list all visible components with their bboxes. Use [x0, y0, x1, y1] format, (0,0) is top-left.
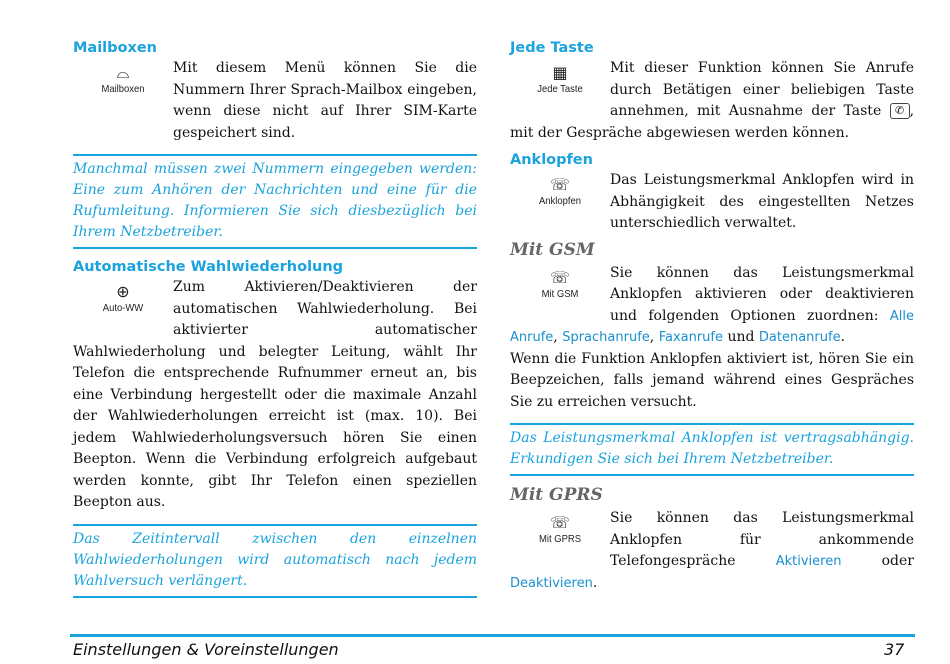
mailbox-icon-label: Mailboxen [101, 83, 145, 95]
autoredial-icon-label: Auto-WW [102, 302, 144, 314]
gsm-sep-1: , [553, 329, 563, 345]
gsm-icon: ☏ [549, 267, 570, 287]
gprs-end: . [592, 574, 598, 591]
gsm-sep-2: , [649, 329, 659, 345]
callwaiting-heading: Anklopfen [510, 152, 593, 168]
gsm-note: Das Leistungsmerkmal Anklopfen ist vertragsabhängig. Erkundigen Sie sich bei Ihrem Netzbetreiber. [510, 423, 914, 476]
autoredial-note: Das Zeitintervall zwischen den einzelnen Wahlwiederholungen wird automatisch nach jedem Wahlversuch verlängert. [73, 524, 477, 598]
option-fax-calls: Faxanrufe [658, 330, 723, 345]
gsm-heading: Mit GSM [510, 239, 595, 260]
anykey-heading: Jede Taste [510, 40, 594, 56]
gprs-icon-label: Mit GPRS [538, 533, 581, 545]
option-deactivate: Deaktivieren [510, 575, 593, 591]
gsm-end: . [840, 329, 846, 345]
call-waiting-icon: ☏ [549, 175, 570, 194]
gsm-icon-box [510, 269, 610, 327]
gprs-icon: ☏ [549, 513, 570, 532]
autoredial-icon-box [73, 283, 173, 341]
footer-rule [70, 634, 915, 637]
option-data-calls: Datenanrufe [758, 330, 841, 345]
option-voice-calls: Sprachanrufe [562, 330, 650, 345]
option-activate: Aktivieren [775, 554, 842, 569]
mailbox-text: Mit diesem Menü können Sie die Nummern Ihrer Sprach-Mailbox eingeben, wenn diese nicht auf Ihrer SIM-Karte gespeichert sind. [173, 60, 477, 141]
mailbox-note: Manchmal müssen zwei Nummern eingegeben werden: Eine zum Anhören der Nachrichten und eine für die Rufumleitung. Informieren Sie sich diesbezüglich bei Ihrem Netzbetreiber. [73, 154, 477, 249]
anykey-text-before: Mit dieser Funktion können Sie Anrufe durch Betätigen einer beliebigen Taste annehmen, mit Ausnahme der Taste [610, 60, 914, 119]
left-column [73, 38, 477, 606]
anykey-icon-box [510, 64, 610, 104]
callwaiting-text: Das Leistungsmerkmal Anklopfen wird in Abhängigkeit des eingestellten Netzes unterschiedlich verwaltet. [610, 172, 914, 231]
autoredial-text: Zum Aktivieren/Deaktivieren der automatischen Wahlwiederholung. Bei aktivierter automatischer Wahlwiederholung und belegter Leitung, wählt Ihr Telefon die entsprechende Rufnummer erneut an, bis eine Verbindung hergestellt oder die maximale Anzahl der Wahlwiederholungen erreicht ist (max. 10). Bei jedem Wahlwiederholungsversuch hören Sie einen Beepton. Wenn die Verbindung erfolgreich aufgebaut werden konnte, gibt Ihr Telefon einen speziellen Beepton aus. [73, 279, 477, 510]
anykey-text-after: , mit der Gespräche abgewiesen werden können. [510, 103, 915, 141]
autoredial-heading: Automatische Wahlwiederholung [73, 259, 344, 275]
footer-title: Einstellungen & Voreinstellungen [73, 640, 339, 659]
gsm-text-2: Wenn die Funktion Anklopfen aktiviert ist, hören Sie ein Beepzeichen, falls jemand während eines Gespräches Sie zu erreichen versucht. [510, 350, 914, 410]
gsm-icon-label: Mit GSM [541, 287, 579, 300]
option-all-calls: Alle Anrufe [510, 308, 915, 345]
callwaiting-icon-label: Anklopfen [538, 195, 582, 207]
auto-redial-icon: ⊕ [116, 282, 130, 301]
anykey-icon-label: Jede Taste [537, 83, 583, 95]
gprs-heading: Mit GPRS [510, 485, 603, 505]
mailbox-heading: Mailboxen [73, 40, 158, 56]
callwaiting-icon-box [510, 176, 610, 234]
keypad-icon: ▦ [552, 63, 568, 82]
gsm-sep-3: und [723, 329, 759, 345]
gprs-icon-box [510, 514, 610, 572]
page-number: 37 [884, 640, 905, 659]
gprs-sep: oder [841, 553, 914, 569]
gsm-text-before: Sie können das Leistungsmerkmal Anklopfen aktivieren oder deaktivieren und folgenden Optionen zuordnen: [610, 264, 914, 324]
mailbox-icon-box [73, 64, 173, 124]
hangup-key-icon: ✆ [890, 103, 910, 119]
right-column [510, 38, 914, 594]
voicemail-icon: ⌓ [116, 63, 130, 82]
gprs-text-before: Sie können das Leistungsmerkmal Anklopfen für ankommende Telefongespräche [610, 510, 914, 569]
